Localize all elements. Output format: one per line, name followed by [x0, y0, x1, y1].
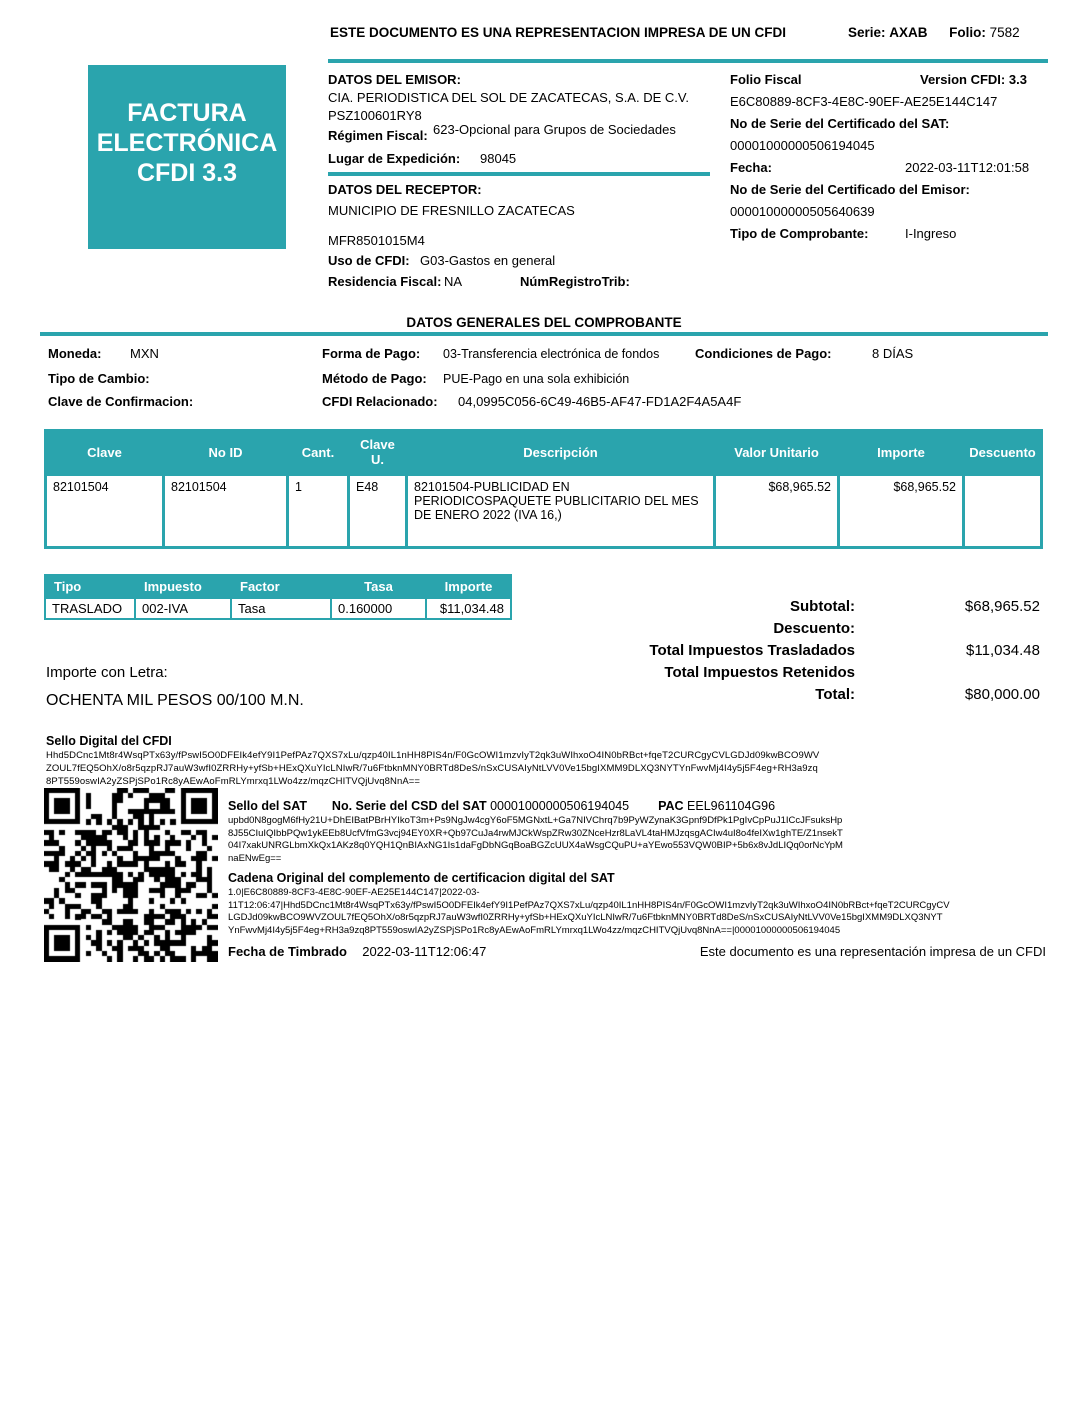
folio-fiscal-value: E6C80889-8CF3-4E8C-90EF-AE25E144C147 — [730, 94, 998, 109]
emisor-divider — [328, 172, 710, 176]
document-title: ESTE DOCUMENTO ES UNA REPRESENTACION IMPRESA DE UN CFDI — [330, 25, 787, 40]
total-row — [520, 686, 1040, 703]
impuestos-table — [44, 574, 512, 620]
regimen-label: Régimen Fiscal: — [328, 128, 428, 143]
items-header-descuento: Descuento — [964, 430, 1042, 475]
folio-fiscal-label: Folio Fiscal — [730, 72, 802, 87]
sello-sat-text — [228, 815, 1046, 865]
importe-letra-value: OCHENTA MIL PESOS 00/100 M.N. — [46, 692, 304, 709]
forma-pago-label: Forma de Pago: — [322, 346, 421, 361]
folio-label: Folio: — [949, 25, 986, 40]
item-importe: $68,965.52 — [839, 475, 964, 548]
impuesto-impuesto: 002-IVA — [135, 598, 231, 619]
items-header-noid: No ID — [164, 430, 288, 475]
sello-sat-line4: naENwEg== — [228, 852, 282, 864]
items-header-claveu: Clave U. — [349, 430, 407, 475]
generales-divider — [40, 332, 1048, 336]
descuento-row — [520, 620, 1040, 637]
impuestos-header-row — [45, 575, 511, 598]
metodo-pago-value: PUE-Pago en una sola exhibición — [443, 372, 630, 386]
sello-sat-line1: upbd0N8gogM6fHy21U+DhEIBatPBrHYIkoT3m+Ps9NgJw4cgY6oF5MGNxtL+Ga7NIVChrq7b9PyWZynaK3Gpnf9DfPk1PgIvCpPuJ1ICcJFsuksHp — [228, 815, 843, 826]
generales-section-title: DATOS GENERALES DEL COMPROBANTE — [406, 315, 682, 330]
emisor-name: CIA. PERIODISTICA DEL SOL DE ZACATECAS, S.A. DE C.V. — [328, 90, 689, 105]
sello-sat-label: Sello del SAT — [228, 799, 307, 813]
fecha-value: 2022-03-11T12:01:58 — [905, 160, 1030, 175]
header-divider — [328, 59, 1048, 63]
sello-cfdi-text — [46, 749, 1046, 788]
expedicion-value: 98045 — [480, 151, 517, 166]
cadena-original-text — [228, 887, 1046, 937]
trasladados-value: $11,034.48 — [966, 642, 1040, 659]
item-valor-unitario: $68,965.52 — [715, 475, 839, 548]
item-claveu: E48 — [349, 475, 407, 548]
pac-label: PAC — [658, 799, 684, 813]
impuestos-header-tipo: Tipo — [45, 575, 135, 598]
forma-pago-value: 03-Transferencia electrónica de fondos — [443, 347, 660, 361]
cadena-line4: YnFwvMj4I4y5j5F4eg+RH3a9zq8PT559oswIA2yZSPjSPo1Rc8yAEwAoFmRLYmrxq1LWo4zz/mqzCHITVQjUvq8NnA==|00001000000506194045 — [228, 924, 841, 936]
cfdi-relacionado-label: CFDI Relacionado: — [322, 394, 438, 409]
item-cant: 1 — [288, 475, 349, 548]
importe-letra-label: Importe con Letra: — [46, 664, 168, 681]
footer-note: Este documento es una representación impresa de un CFDI — [699, 944, 1046, 959]
metodo-pago-label: Método de Pago: — [322, 371, 427, 386]
tipo-cambio-label: Tipo de Cambio: — [48, 371, 150, 386]
sello-cfdi-line2: ZOUL7fEQ5OhX/o8r5qzpRJ7auW3wfI0ZRRHy+yfSb+HExQXuYIcLNIwR/7u6FtbknMNY0BRTd8DeS/nSxCUSAIyNtLVV0Ve15bgIXMM9DLXQ3NYTYnFwvMj4I4y5j5F4eg+RH3a9zq — [46, 763, 818, 774]
retenidos-label: Total Impuestos Retenidos — [664, 664, 855, 681]
item-row — [46, 475, 1042, 548]
items-table — [44, 429, 1043, 549]
residencia-value: NA — [444, 274, 463, 289]
expedicion-label: Lugar de Expedición: — [328, 151, 461, 166]
impuestos-header-factor: Factor — [231, 575, 331, 598]
total-label: Total: — [815, 686, 855, 703]
timbrado-group — [228, 944, 486, 959]
impuesto-factor: Tasa — [231, 598, 331, 619]
serie-folio — [848, 25, 1020, 40]
condiciones-label: Condiciones de Pago: — [695, 346, 832, 361]
items-header-descripcion: Descripción — [407, 430, 715, 475]
items-header-cant: Cant. — [288, 430, 349, 475]
subtotal-value: $68,965.52 — [964, 598, 1040, 615]
impuestos-header-tasa: Tasa — [331, 575, 426, 598]
sello-sat-header — [228, 799, 1046, 813]
serie-sat-label: No de Serie del Certificado del SAT: — [730, 116, 950, 131]
emisor-section-label: DATOS DEL EMISOR: — [328, 72, 461, 87]
csd-sat-value: 00001000000506194045 — [490, 799, 630, 813]
impuesto-tipo: TRASLADO — [45, 598, 135, 619]
sello-cfdi-label: Sello Digital del CFDI — [46, 734, 172, 748]
qr-code — [44, 788, 218, 962]
items-header-clave: Clave — [46, 430, 164, 475]
badge-line2: ELECTRÓNICA — [96, 129, 278, 157]
items-header-row — [46, 430, 1042, 475]
items-header-importe: Importe — [839, 430, 964, 475]
sello-sat-line2: 8J55CIuIQIbbPQw1ykEEb8UcfVfmG3vcj94EY0XR+Qb97CuJa4rwMJCkWspZRw30ZNceHzr8LaVL4taHMJzqsgACIw4uI8o4feIXw1ghTE/Z1nsekT — [228, 827, 843, 839]
receptor-name: MUNICIPIO DE FRESNILLO ZACATECAS — [328, 203, 575, 218]
item-noid: 82101504 — [164, 475, 288, 548]
trasladados-row — [520, 642, 1040, 659]
item-descuento — [964, 475, 1042, 548]
subtotal-row — [520, 598, 1040, 615]
total-value: $80,000.00 — [964, 686, 1040, 703]
cadena-line3: LGDJd09kwBCO9WVZOUL7fEQ5OhX/o8r5qzpRJ7auW3wfI0ZRRHy+yfSb+HExQXuYIcLNIwR/7u6FtbknMNY0BRTd8DeS/nSxCUSAIyNtLVV0Ve15bgIXMM9DLXQ3NYT — [228, 912, 943, 923]
tipo-comprobante-label: Tipo de Comprobante: — [730, 226, 869, 241]
item-descripcion: 82101504-PUBLICIDAD EN PERIODICOSPAQUETE PUBLICITARIO DEL MES DE ENERO 2022 (IVA 16,) — [407, 475, 715, 548]
sello-sat-line3: 04I7xakUNRGLbmXkQx1AKz8q0YQH1QnBIAxNG1Is1daFgDbNGqBoaBGZcUUX4aWsgCQuPU+aYEwo553VQW0BIP+5b6x8vJdLIQq0orNcYpM — [228, 840, 843, 851]
numregistro-label: NúmRegistroTrib: — [520, 274, 630, 289]
impuestos-header-importe: Importe — [426, 575, 511, 598]
serie-emisor-label: No de Serie del Certificado del Emisor: — [730, 182, 970, 197]
moneda-label: Moneda: — [48, 346, 102, 361]
item-clave: 82101504 — [46, 475, 164, 548]
csd-sat-label: No. Serie del CSD del SAT — [331, 799, 487, 813]
descuento-label: Descuento: — [773, 620, 855, 637]
impuestos-header-impuesto: Impuesto — [135, 575, 231, 598]
sello-cfdi-line3: 8PT559oswIA2yZSPjSPo1Rc8yAEwAoFmRLYmrxq1LWo4zz/mqzCHITVQjUvq8NnA== — [46, 776, 421, 787]
emisor-rfc: PSZ100601RY8 — [328, 108, 422, 123]
clave-confirmacion-label: Clave de Confirmacion: — [48, 394, 194, 409]
cadena-original-label: Cadena Original del complemento de certificacion digital del SAT — [228, 871, 615, 885]
timbrado-label: Fecha de Timbrado — [228, 944, 347, 959]
uso-cfdi-label: Uso de CFDI: — [328, 253, 410, 268]
impuesto-tasa: 0.160000 — [331, 598, 426, 619]
impuesto-row — [45, 598, 511, 619]
timbrado-value: 2022-03-11T12:06:47 — [362, 944, 487, 959]
factura-electronica-badge — [88, 65, 286, 249]
timbrado-row — [228, 944, 1046, 959]
moneda-value: MXN — [130, 346, 159, 361]
cadena-line2: 11T12:06:47|Hhd5DCnc1Mt8r4WsqPTx63y/fPswI5O0DFEIk4efY9I1PefPAz7QXS7xLu/qzp40IL1nHH8PIS4n/F0GcOWI1mzvIyT2qk3uWIhxoO4IN0bRBct+fqeT2CURCgyCV — [228, 899, 950, 911]
badge-line3: CFDI 3.3 — [136, 159, 238, 187]
sello-cfdi-line1: Hhd5DCnc1Mt8r4WsqPTx63y/fPswI5O0DFEIk4efY9I1PefPAz7QXS7xLu/qzp40IL1nHH8PIS4n/F0GcOWI1mzvIyT2qk3uWIhxoO4IN0bRBct+fqeT2CURCgyCVLGDJd09kwBCO9WV — [46, 750, 820, 761]
cadena-line1: 1.0|E6C80889-8CF3-4E8C-90EF-AE25E144C147|2022-03- — [228, 887, 480, 898]
impuesto-importe: $11,034.48 — [426, 598, 511, 619]
condiciones-value: 8 DÍAS — [872, 346, 914, 361]
tipo-comprobante-value: I-Ingreso — [905, 226, 957, 241]
residencia-label: Residencia Fiscal: — [328, 274, 442, 289]
folio-value: 7582 — [989, 25, 1020, 40]
trasladados-label: Total Impuestos Trasladados — [649, 642, 855, 659]
receptor-rfc: MFR8501015M4 — [328, 233, 425, 248]
subtotal-label: Subtotal: — [790, 598, 855, 615]
fecha-label: Fecha: — [730, 160, 772, 175]
uso-cfdi-value: G03-Gastos en general — [420, 253, 556, 268]
serie-sat-value: 00001000000506194045 — [730, 138, 875, 153]
pac-value: EEL961104G96 — [687, 799, 776, 813]
retenidos-row — [520, 664, 1040, 681]
serie-emisor-value: 00001000000505640639 — [730, 204, 875, 219]
regimen-value: 623-Opcional para Grupos de Sociedades — [433, 122, 676, 137]
version-cfdi-label: Version CFDI: 3.3 — [920, 72, 1027, 87]
items-header-valor: Valor Unitario — [715, 430, 839, 475]
serie-label: Serie: — [848, 25, 886, 40]
serie-value: AXAB — [889, 25, 928, 40]
cfdi-relacionado-value: 04,0995C056-6C49-46B5-AF47-FD1A2F4A5A4F — [458, 394, 742, 409]
badge-line1: FACTURA — [127, 99, 247, 127]
receptor-section-label: DATOS DEL RECEPTOR: — [328, 182, 482, 197]
